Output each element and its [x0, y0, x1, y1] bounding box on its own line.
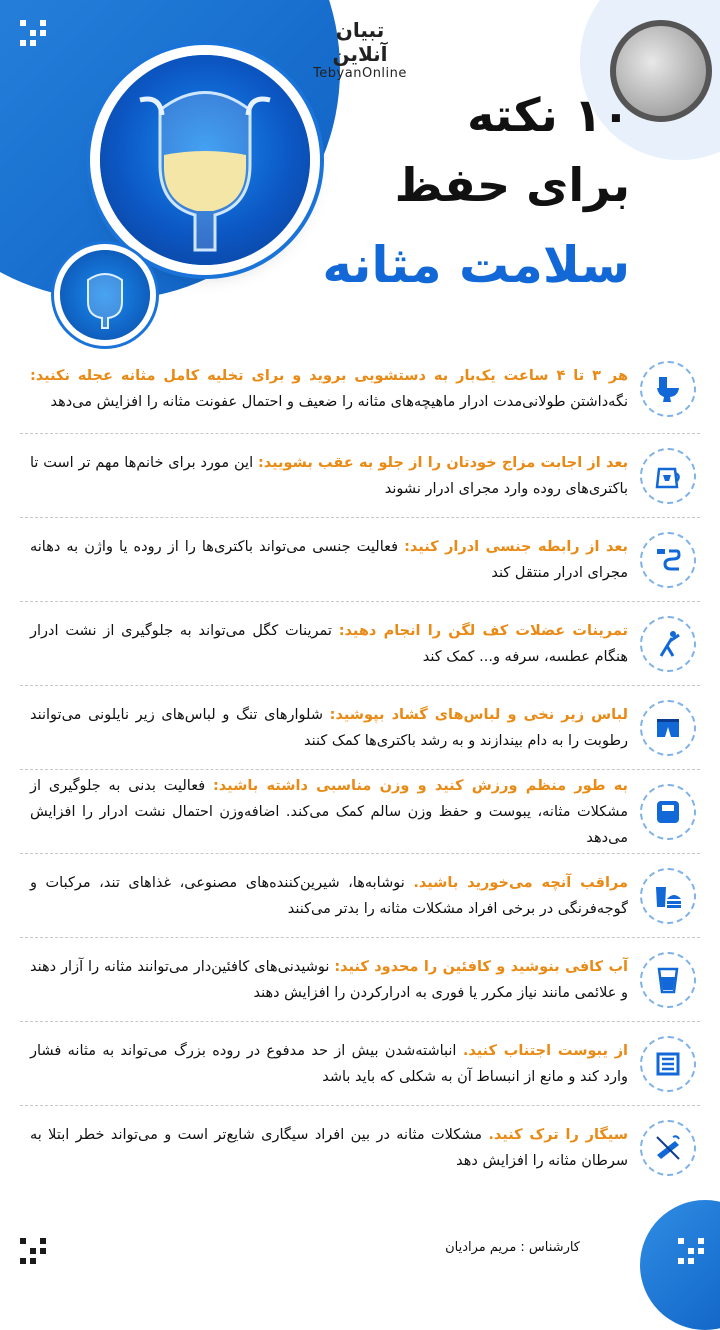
- blue-bottom-corner-shape: [640, 1200, 720, 1330]
- fast-food-icon: [640, 868, 696, 924]
- expert-credit: کارشناس : مریم مرادیان: [445, 1240, 580, 1255]
- tips-list: [20, 345, 700, 1189]
- bladder-illustration: [100, 55, 310, 265]
- scale-icon: [640, 784, 696, 840]
- tip-body: شلوارهای تنگ و لباس‌های زیر نایلونی می‌توانند رطوبت را به دام بیندازند و به رشد باکتری‌ها کمک کنند: [30, 706, 628, 749]
- tip-body: نوشیدنی‌های کافئین‌دار می‌توانند مثانه را آزار دهند و علائمی مانند نیاز مکرر یا فوری به ادرارکردن را افزایش دهند: [30, 958, 628, 1001]
- cigarette-icon: [640, 1120, 696, 1176]
- underwear-icon: [640, 700, 696, 756]
- tip-body: نوشابه‌ها، شیرین‌کننده‌های مصنوعی، غذاهای تند، مرکبات و گوجه‌فرنگی در برخی افراد مشکلات مثانه را بدتر می‌کنند: [30, 874, 628, 917]
- small-bladder-circle: [60, 250, 150, 340]
- intestine-icon: [640, 1036, 696, 1092]
- tip-item: [20, 518, 700, 602]
- tip-body: این مورد برای خانم‌ها مهم تر است تا باکتری‌های روده وارد مجرای ادرار نشوند: [30, 454, 628, 497]
- tip-highlight: به طور منظم ورزش کنید و وزن مناسبی داشته باشید:: [213, 777, 629, 794]
- water-pitcher-icon: [640, 448, 696, 504]
- dots-decoration-bottom-right: [678, 1238, 704, 1264]
- tip-body: فعالیت بدنی به جلوگیری از مشکلات مثانه، یبوست و حفظ وزن سالم کمک می‌کند. اضافه‌وزن احتمال نشت ادرار را افزایش می‌دهد: [30, 777, 628, 846]
- brand-name-fa: تبیان آنلاین: [332, 18, 388, 66]
- tip-item: [20, 602, 700, 686]
- tip-item: [20, 434, 700, 518]
- tip-item: [20, 770, 700, 854]
- tip-body: فعالیت جنسی می‌تواند باکتری‌ها را از روده یا واژن به دهانه مجرای ادرار منتقل کند: [30, 538, 628, 581]
- tip-highlight: لباس زیر نخی و لباس‌های گشاد بپوشید:: [329, 706, 628, 723]
- tip-item: [20, 686, 700, 770]
- dots-decoration-bottom-left: [20, 1238, 46, 1264]
- bladder-icon: [100, 55, 310, 265]
- brand-logo: [305, 18, 415, 81]
- tip-highlight: مراقب آنچه می‌خورید باشید.: [413, 874, 628, 891]
- tip-item: [20, 345, 700, 434]
- title-line-3: سلامت مثانه: [322, 236, 630, 294]
- tip-body: انباشته‌شدن بیش از حد مدفوع در روده بزرگ می‌تواند به مثانه فشار وارد کند و مانع از انبساط آن به شکلی که باید باشد: [30, 1042, 628, 1085]
- toilet-icon: [640, 361, 696, 417]
- tip-highlight: از یبوست اجتناب کنید.: [462, 1042, 629, 1059]
- dots-decoration-top-left: [20, 20, 46, 46]
- title-line-2: برای حفظ: [394, 158, 630, 212]
- tip-highlight: تمرینات عضلات کف لگن را انجام دهید:: [338, 622, 628, 639]
- tip-highlight: سیگار را ترک کنید.: [488, 1126, 629, 1143]
- small-bladder-icon: [60, 250, 150, 340]
- exercise-icon: [640, 616, 696, 672]
- tip-highlight: هر ۳ تا ۴ ساعت یک‌بار به دستشویی بروید و برای تخلیه کامل مثانه عجله نکنید:: [30, 368, 628, 384]
- tip-body: نگه‌داشتن طولانی‌مدت ادرار ماهیچه‌های مثانه را ضعیف و احتمال عفونت مثانه را افزایش می‌دهد: [50, 394, 628, 410]
- water-glass-icon: [640, 952, 696, 1008]
- intimacy-icon: [640, 532, 696, 588]
- tip-highlight: بعد از رابطه جنسی ادرار کنید:: [404, 538, 628, 555]
- tip-highlight: بعد از اجابت مزاج خودتان را از جلو به عقب بشویید:: [257, 454, 629, 471]
- tip-item: [20, 1106, 700, 1189]
- tip-highlight: آب کافی بنوشید و کافئین را محدود کنید:: [334, 958, 628, 975]
- tip-body: تمرینات کگل می‌تواند به جلوگیری از نشت ادرار هنگام عطسه، سرفه و... کمک کند: [30, 622, 628, 665]
- title-line-1: ۱۰ نکته: [467, 88, 630, 142]
- tip-item: [20, 854, 700, 938]
- brand-name-en: TebyanOnline: [313, 66, 407, 81]
- tip-item: [20, 1022, 700, 1106]
- tip-body: مشکلات مثانه در بین افراد سیگاری شایع‌تر است و می‌تواند خطر ابتلا به سرطان مثانه را افزایش دهد: [30, 1126, 628, 1169]
- tip-item: [20, 938, 700, 1022]
